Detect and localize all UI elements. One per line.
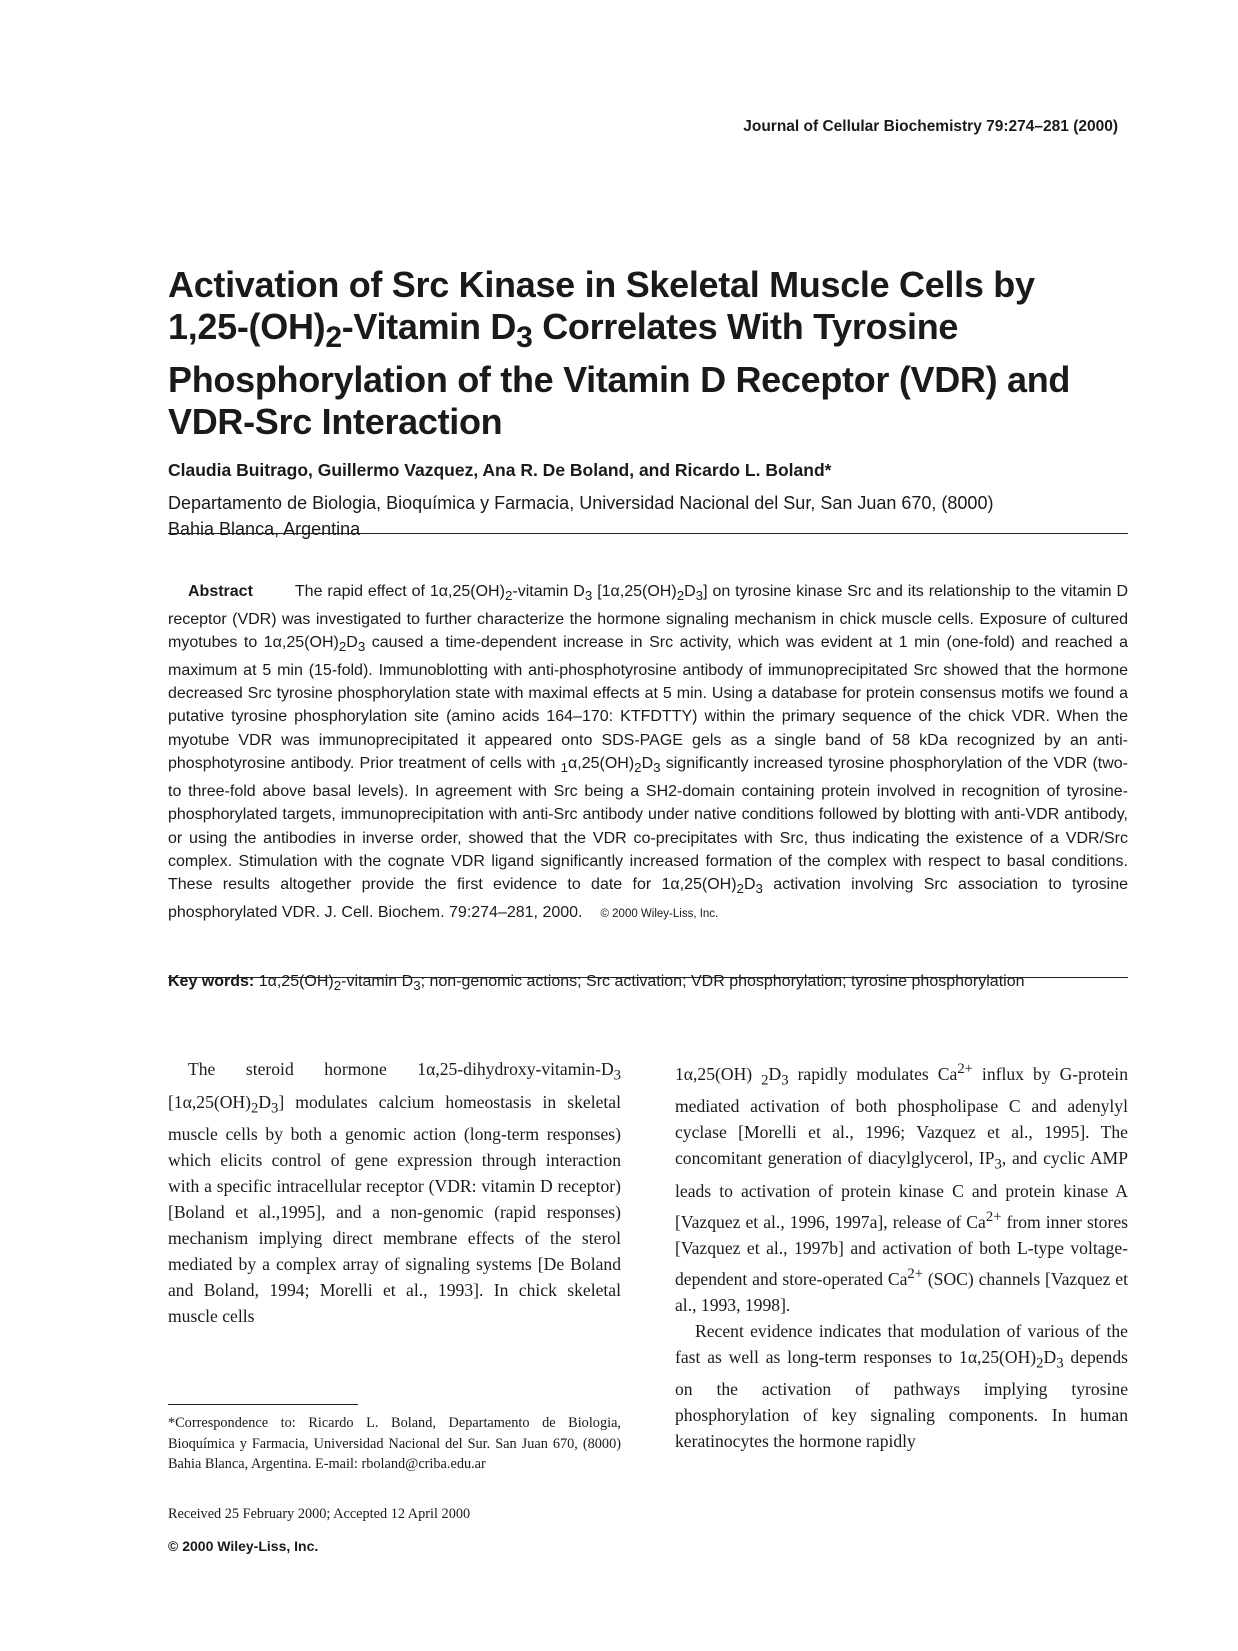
article-title: Activation of Src Kinase in Skeletal Muscle Cells by $1,25-(OH)_2$-Vitamin $D_3$ Correlates With Tyrosine Phosphorylation of the Vitamin D Receptor (VDR) and VDR-Src Interaction	[168, 264, 1071, 443]
body-column-right	[675, 1056, 1128, 1454]
abstract: Abstract The rapid effect of $1\alpha,25(OH)_2$-vitamin $D_3$ $[1\alpha,25(OH)_2D_3]$ on tyrosine kinase Src and its relationship to the vitamin D receptor (VDR) was investigated to further characterize the hormone signaling mechanism in chick muscle cells. Exposure of cultured myotubes to $1\alpha,25(OH)_2D_3$ caused a time-dependent increase in Src activity, which was evident at 1 min (one-fold) and reached a maximum at 5 min (15-fold). Immunoblotting with anti-phosphotyrosine antibody of immunoprecipitated Src showed that the hormone decreased Src tyrosine phosphorylation state with maximal effects at 5 min. Using a database for protein consensus motifs we found a putative tyrosine phosphorylation site (amino acids 164–170: KTFDTTY) within the primary sequence of the chick VDR. When the myotube VDR was immunoprecipitated it appeared onto SDS-PAGE gels as a single band of 58 kDa recognized by an anti-phosphotyrosine antibody. Prior treatment of cells with $_1\alpha,25(OH)_2D_3$ significantly increased tyrosine phosphorylation of the VDR (two- to three-fold above basal levels). In agreement with Src being a SH2-domain containing protein involved in recognition of tyrosine-phosphorylated targets, immunoprecipitation with anti-Src antibody under native conditions followed by blotting with anti-VDR antibody, or using the antibodies in inverse order, showed that the VDR co-precipitates with Src, thus indicating the existence of a VDR/Src complex. Stimulation with the cognate VDR ligand significantly increased formation of the complex with respect to basal conditions. These results altogether provide the first evidence to date for $1\alpha,25(OH)_2D_3$ activation involving Src association to tyrosine phosphorylated VDR. J. Cell. Biochem. 79:274–281, 2000. © 2000 Wiley-Liss, Inc.	[168, 583, 1129, 922]
received-dates: Received 25 February 2000; Accepted 12 April 2000	[168, 1506, 471, 1522]
footnote-divider	[168, 1404, 358, 1405]
body-paragraph: 1α,25(OH) $_2D_3$ rapidly modulates $Ca^{2+}$ influx by G-protein mediated activation of both phospholipase C and adenylyl cyclase [Morelli et al., 1996; Vazquez et al., 1995]. The concomitant generation of diacylglycerol, $IP_3$, and cyclic AMP leads to activation of protein kinase C and protein kinase A [Vazquez et al., 1996, 1997a], release of $Ca^{2+}$ from inner stores [Vazquez et al., 1997b] and activation of both L-type voltage-dependent and store-operated $Ca^{2+}$ (SOC) channels [Vazquez et al., 1993, 1998].	[675, 1061, 1128, 1315]
body-column-left	[168, 1056, 621, 1329]
abstract-label: Abstract	[188, 583, 253, 600]
section-divider	[168, 977, 1128, 978]
keywords: Key words: $1\alpha,25(OH)_2$-vitamin $D_3$; non-genomic actions; Src activation; VDR phosphorylation; tyrosine phosphorylation	[168, 973, 1025, 994]
body-paragraph: The steroid hormone $1\alpha,25-dihydroxy-vitamin-D_3$ $[1\alpha,25(OH)_2D_3]$ modulates calcium homeostasis in skeletal muscle cells by both a genomic action (long-term responses) which elicits control of gene expression through interaction with a specific intracellular receptor (VDR: vitamin D receptor) [Boland et al.,1995], and a non-genomic (rapid responses) mechanism implying direct membrane effects of the sterol mediated by a complex array of signaling systems [De Boland and Boland, 1994; Morelli et al., 1993]. In chick skeletal muscle cells	[168, 1059, 621, 1327]
journal-citation: Journal of Cellular Biochemistry 79:274–281 (2000)	[743, 118, 1118, 135]
correspondence-footnote: *Correspondence to: Ricardo L. Boland, Departamento de Biologia, Bioquímica y Farmacia, Universidad Nacional del Sur. San Juan 670, (8000) Bahia Blanca, Argentina. E-mail: rboland@criba.edu.ar	[168, 1415, 621, 1472]
affiliation: Departamento de Biologia, Bioquímica y Farmacia, Universidad Nacional del Sur, San Juan 670, (8000) Bahia Blanca, Argentina	[168, 493, 994, 539]
author-list: Claudia Buitrago, Guillermo Vazquez, Ana R. De Boland, and Ricardo L. Boland*	[168, 460, 832, 480]
body-paragraph: Recent evidence indicates that modulation of various of the fast as well as long-term responses to $1\alpha,25(OH)_2D_3$ depends on the activation of pathways implying tyrosine phosphorylation of key signaling components. In human keratinocytes the hormone rapidly	[675, 1320, 1128, 1452]
abstract-copyright: © 2000 Wiley-Liss, Inc.	[600, 908, 719, 921]
section-divider	[168, 533, 1128, 534]
copyright-notice: © 2000 Wiley-Liss, Inc.	[168, 1538, 319, 1554]
keywords-label: Key words:	[168, 973, 255, 990]
